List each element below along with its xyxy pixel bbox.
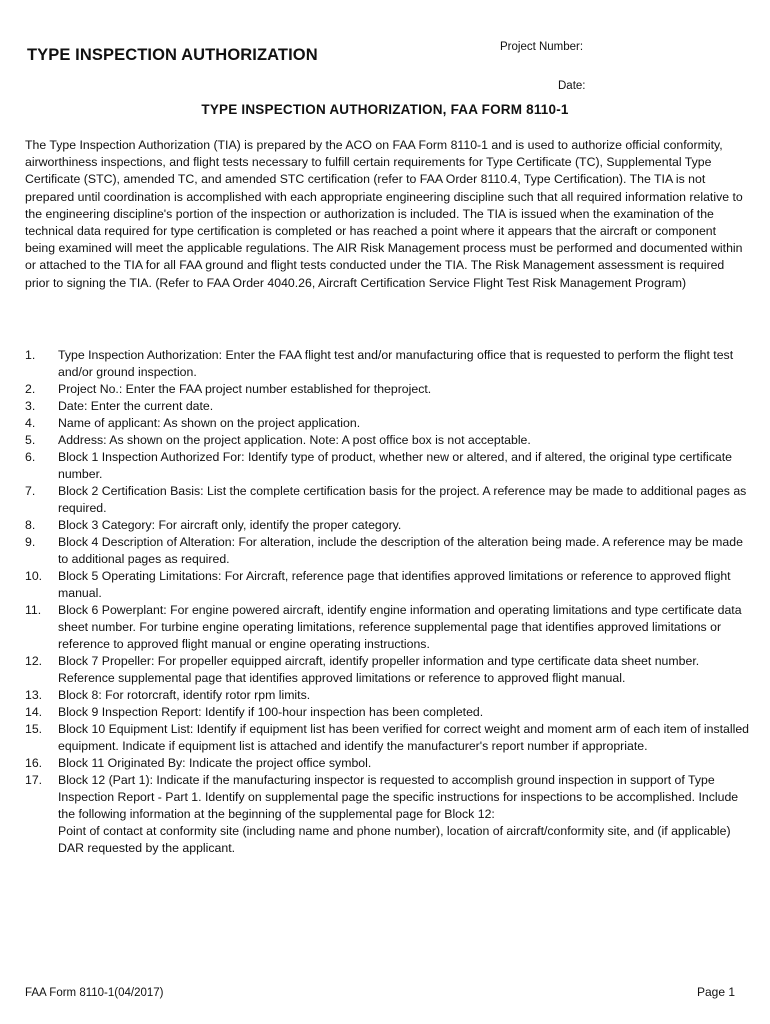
list-text: Type Inspection Authorization: Enter the FAA flight test and/or manufacturing office that is requested to perform the flight test and/or ground inspection. (58, 348, 734, 379)
list-text: Block 7 Propeller: For propeller equipped aircraft, identify propeller information and type certificate data sheet number. Reference supplemental page that identifies approved limitations or reference to approved flight manual. (58, 654, 700, 685)
list-item (25, 687, 751, 704)
list-number: 2. (25, 382, 36, 396)
list-text: Project No.: Enter the FAA project number established for theproject. (58, 382, 432, 396)
list-item (25, 568, 751, 602)
list-item (25, 653, 751, 687)
list-text: Block 9 Inspection Report: Identify if 100-hour inspection has been completed. (58, 705, 484, 719)
list-text: Block 8: For rotorcraft, identify rotor rpm limits. (58, 688, 311, 702)
list-text: Address: As shown on the project application. Note: A post office box is not acceptable. (58, 433, 531, 447)
list-number: 12. (25, 654, 43, 668)
list-number: 3. (25, 399, 36, 413)
list-item (25, 602, 751, 653)
form-title: TYPE INSPECTION AUTHORIZATION, FAA FORM 8110-1 (201, 102, 569, 117)
list-item (25, 432, 751, 449)
list-text: Block 4 Description of Alteration: For alteration, include the description of the alteration being made. A reference may be made to additional pages as required. (58, 535, 743, 566)
list-text: Block 3 Category: For aircraft only, identify the proper category. (58, 518, 402, 532)
list-item (25, 721, 751, 755)
list-item (25, 823, 751, 857)
list-number: 1. (25, 348, 36, 362)
list-text: Block 2 Certification Basis: List the complete certification basis for the project. A reference may be made to additional pages as required. (58, 484, 747, 515)
date-label: Date: (558, 80, 586, 92)
list-text: Date: Enter the current date. (58, 399, 214, 413)
list-number: 15. (25, 722, 43, 736)
list-item (25, 398, 751, 415)
list-number: 17. (25, 773, 43, 787)
list-text: Block 6 Powerplant: For engine powered aircraft, identify engine information and operating limitations and type certificate data sheet number. For turbine engine operating limitations, reference supplemental page that identifies approved limitations or reference to approved flight manual or engine operating instructions. (58, 603, 742, 651)
list-number: 5. (25, 433, 36, 447)
list-item (25, 415, 751, 432)
list-text: Point of contact at conformity site (including name and phone number), location of aircraft/conformity site, and (if applicable) DAR requested by the applicant. (58, 824, 731, 855)
list-number: 16. (25, 756, 43, 770)
list-text: Block 5 Operating Limitations: For Aircraft, reference page that identifies approved limitations or reference to approved flight manual. (58, 569, 731, 600)
list-item (25, 381, 751, 398)
page-heading: TYPE INSPECTION AUTHORIZATION (27, 46, 318, 64)
list-number: 10. (25, 569, 43, 583)
list-number: 14. (25, 705, 43, 719)
form-number: FAA Form 8110-1(04/2017) (25, 987, 164, 999)
list-number: 8. (25, 518, 36, 532)
intro-paragraph: The Type Inspection Authorization (TIA) is prepared by the ACO on FAA Form 8110-1 and is used to authorize official conformity, airworthiness inspections, and flight tests necessary to fulfill certain requirements for Type Certificate (TC), Supplemental Type Certificate (STC), amended TC, and amended STC certification (refer to FAA Order 8110.4, Type Certification). The TIA is not prepared until coordination is accomplished with each appropriate engineering discipline such that all required information relative to the engineering discipline's portion of the inspection or authorization is included. The TIA is issued when the examination of the technical data required for type certification is completed or has reached a point where it appears that the aircraft or component being examined will meet the applicable regulations. The AIR Risk Management process must be performed and documented within or attached to the TIA for all FAA ground and flight tests conducted under the TIA. The Risk Management assessment is required prior to signing the TIA. (Refer to FAA Order 4040.26, Aircraft Certification Service Flight Test Risk Management Program) (25, 138, 743, 290)
list-item (25, 755, 751, 772)
list-item (25, 517, 751, 534)
instructions-list (25, 347, 751, 857)
list-number: 11. (25, 603, 42, 617)
list-number: 6. (25, 450, 36, 464)
list-number: 9. (25, 535, 36, 549)
list-number: 7. (25, 484, 36, 498)
list-item (25, 483, 751, 517)
list-item (25, 772, 751, 823)
list-number (25, 823, 58, 857)
list-text: Block 1 Inspection Authorized For: Identify type of product, whether new or altered, and if altered, the original type certificate number. (58, 450, 732, 481)
list-number: 13. (25, 688, 43, 702)
list-number: 4. (25, 416, 36, 430)
project-number-label: Project Number: (500, 41, 584, 53)
list-item (25, 347, 751, 381)
list-text: Block 11 Originated By: Indicate the project office symbol. (58, 756, 372, 770)
list-text: Name of applicant: As shown on the project application. (58, 416, 361, 430)
page-number: Page 1 (697, 985, 736, 999)
list-item (25, 449, 751, 483)
list-item (25, 704, 751, 721)
list-text: Block 12 (Part 1): Indicate if the manufacturing inspector is requested to accomplish ground inspection in support of Type Inspection Report - Part 1. Identify on supplemental page the specific instructions for inspections to be accomplished. Include the following information at the beginning of the supplemental page for Block 12: (58, 773, 739, 821)
list-text: Block 10 Equipment List: Identify if equipment list has been verified for correct weight and moment arm of each item of installed equipment. Indicate if equipment list is attached and identify the manufacturer's report number if appropriate. (58, 722, 750, 753)
list-item (25, 534, 751, 568)
